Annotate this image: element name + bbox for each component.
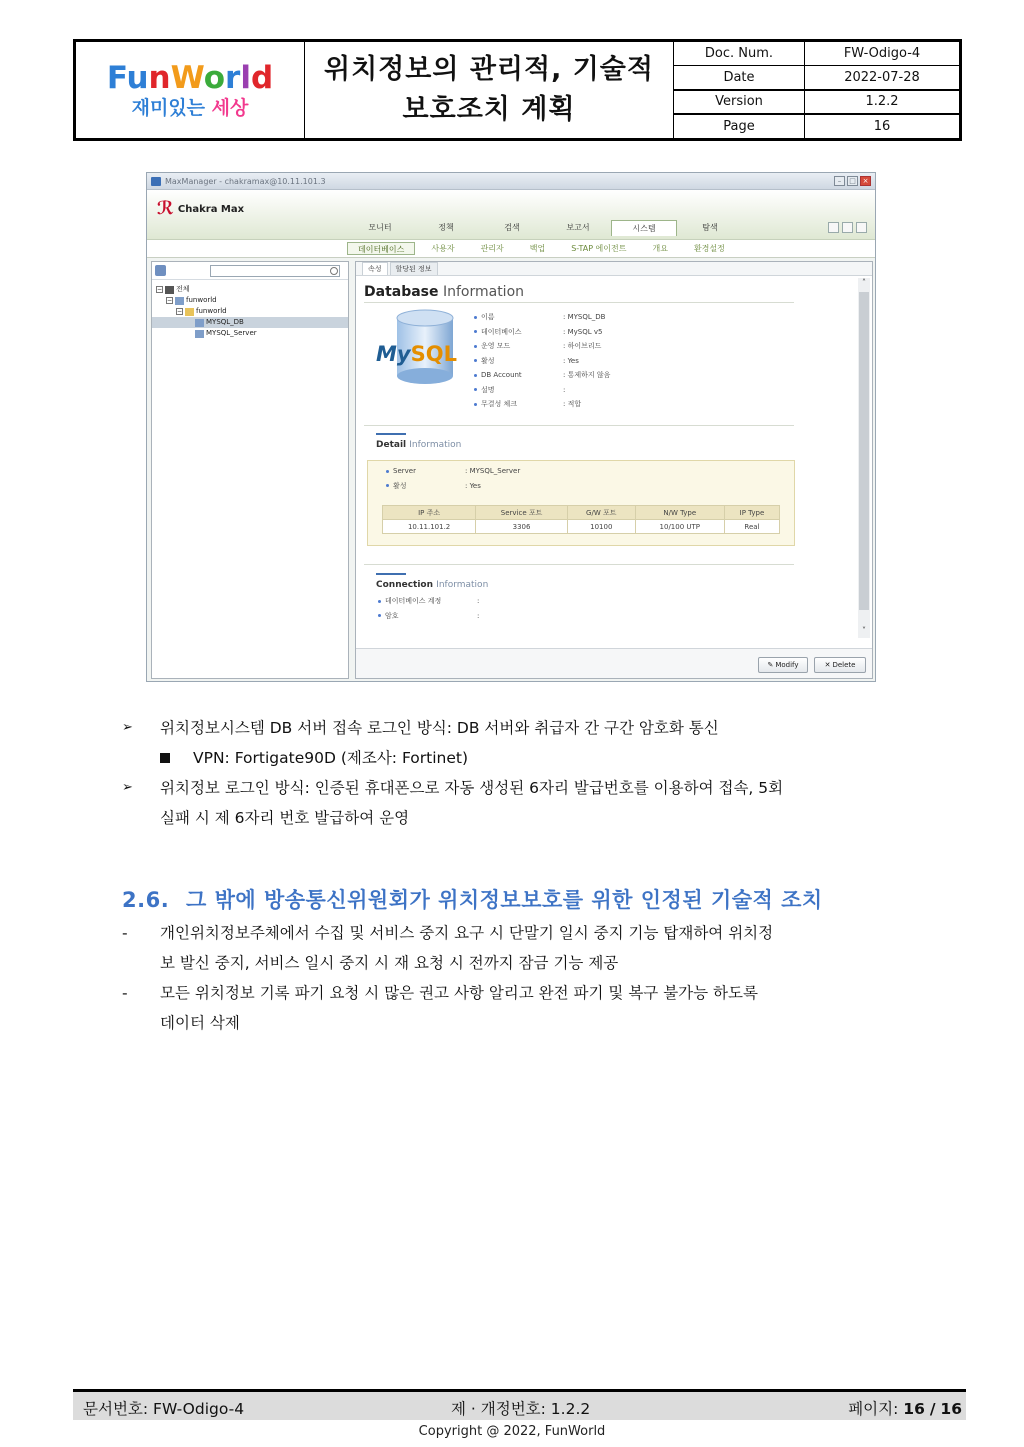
logo-letter: u [126,60,149,96]
brand [157,200,244,218]
meta-row-page [674,115,959,138]
nav-policy[interactable]: 정책 [438,223,454,232]
section-title: 그 밖에 방송통신위원회가 위치정보보호를 위한 인정된 기술적 조치 [186,888,823,912]
expand-toggle-icon [186,319,193,326]
subnav-overview[interactable]: 개요 [652,244,668,253]
bullet-dot-icon [474,316,477,319]
info-key: 활성 [481,356,495,365]
user-icon[interactable] [842,222,853,233]
meta-key: Doc. Num. [674,42,805,65]
db-tree [152,280,348,339]
info-row [474,368,610,383]
divider [364,564,794,565]
document-meta-table [674,42,959,138]
table-cell: 10.11.101.2 [383,520,476,534]
detail-title-bold: Detail [376,440,407,450]
db-info-title [364,284,524,300]
column-header: IP 주소 [383,506,476,520]
info-key: 암호 [385,611,399,620]
help-icon[interactable] [856,222,867,233]
expand-toggle-icon[interactable]: − [167,297,173,304]
expand-toggle-icon[interactable]: − [177,308,183,315]
detail-info-title [376,440,461,450]
scroll-up-icon[interactable]: ˄ [862,278,866,287]
group-icon [175,297,184,305]
logo-wordmark [107,61,273,95]
folder-icon [185,308,194,316]
database-icon [195,330,204,338]
subnav-user[interactable]: 사용자 [431,244,455,253]
refresh-icon[interactable] [155,265,166,276]
dash-bullet: - [122,984,128,1002]
company-logo [76,42,305,138]
detail-title-rest: Information [409,440,462,450]
info-row [474,325,610,340]
connection-info-list [378,594,479,623]
dash2-line1: 모든 위치정보 기록 파기 요청 시 많은 권고 사항 알리고 완전 파기 및 복구 불가능 하도록 [160,984,758,1002]
subnav-settings[interactable]: 환경설정 [693,244,725,253]
info-row [474,397,610,412]
info-key: Server [393,467,416,476]
section-number: 2.6. [122,888,170,912]
connection-info-title [376,580,488,590]
maximize-icon[interactable]: □ [847,176,858,186]
info-row [474,339,610,354]
bullet-dot-icon [474,374,477,377]
meta-value: 2022-07-28 [844,69,920,85]
info-key: 이름 [481,313,495,322]
document-title [305,42,674,138]
tree-node-label: funworld [196,307,227,315]
info-value: : [477,597,480,606]
tab-assigned-info[interactable]: 할당된 정보 [390,262,438,275]
sub-nav [147,240,875,258]
arrow-bullet-icon: ➢ [122,720,133,735]
page-prefix: 페이지: [848,1400,899,1418]
minimize-icon[interactable]: – [834,176,845,186]
info-value: : MYSQL_DB [563,313,606,322]
tab-properties[interactable]: 속성 [362,262,388,275]
vertical-scrollbar[interactable] [858,278,870,638]
tree-node[interactable] [152,295,348,306]
db-title-bold: Database [364,284,439,300]
column-header: Service 포트 [476,506,568,520]
modify-label: Modify [775,661,799,669]
logo-letter: F [106,60,127,96]
info-value: : Yes [563,356,579,365]
conn-title-rest: Information [436,580,489,590]
info-key: 활성 [393,481,407,490]
tree-node-label: MYSQL_Server [206,329,257,337]
meta-value: FW-Odigo-4 [843,45,921,61]
subnav-admin[interactable]: 관리자 [480,244,504,253]
detail-footer [356,648,872,678]
ip-table [382,505,780,534]
tree-node[interactable] [152,306,348,317]
chakra-logo-icon: ℛ [157,198,174,219]
info-key: 무결성 체크 [481,400,518,409]
bullet-dot-icon [386,484,389,487]
nav-system[interactable]: 시스템 [611,220,677,236]
footer-revision: 제 · 개정번호: 1.2.2 [451,1400,591,1418]
subnav-backup[interactable]: 백업 [529,244,546,253]
meta-key: Version [674,91,805,114]
nav-search[interactable]: 검색 [504,223,520,232]
info-value: : 하이브리드 [563,342,602,351]
x-icon: ✕ [824,661,831,669]
table-row [383,520,780,534]
tree-node[interactable] [152,284,348,295]
topbar-icons [828,222,867,233]
page-separator: / [929,1400,936,1418]
tree-node-label: MYSQL_DB [206,318,244,326]
table-cell: 10/100 UTP [635,520,724,534]
detail-info-list [386,464,520,493]
column-header: G/W 포트 [567,506,635,520]
scroll-down-icon[interactable]: ˅ [862,626,866,635]
nav-monitor[interactable]: 모니터 [368,223,392,232]
subnav-database[interactable]: 데이터베이스 [347,242,415,255]
close-icon[interactable]: × [860,176,871,186]
delete-button[interactable] [814,657,866,673]
dash1-line1: 개인위치정보주체에서 수집 및 서비스 중지 요구 시 단말기 일시 중지 기능 탑재하여 위치정 [160,924,774,942]
info-key: 데이터베이스 [481,327,522,336]
bullet-db-login: 위치정보시스템 DB 서버 접속 로그인 방식: DB 서버와 취급자 간 구간 암호화 통신 [160,719,719,737]
arrow-bullet-icon: ➢ [122,780,133,795]
app-icon [151,177,161,186]
info-row [386,464,520,479]
divider [364,302,794,303]
tree-search-input[interactable] [210,265,340,277]
info-key: 설명 [481,385,495,394]
db-title-rest: Information [442,284,525,300]
subnav-stap-agent[interactable]: S-TAP 에이전트 [571,244,627,253]
info-row [386,479,520,494]
detail-pane [355,261,873,679]
title-line-2: 보호조치 계획 [402,94,576,125]
page-total: 16 [940,1400,962,1418]
logo-letter: W [170,60,204,96]
detail-info-box [367,460,795,546]
search-icon[interactable] [330,267,338,275]
database-icon [195,319,204,327]
db-info-list [474,310,610,412]
meta-row-doc-num [674,42,959,66]
info-row [474,383,610,398]
tree-node[interactable] [152,317,348,328]
group-icon [165,286,174,294]
meta-value: 16 [873,119,891,135]
ip-table-header [383,506,780,520]
tree-pane [151,261,349,679]
bullet-dot-icon [474,330,477,333]
conn-title-bold: Connection [376,580,434,590]
window-controls [834,176,871,186]
info-value: : [563,385,566,394]
maxmanager-screenshot [146,172,876,682]
tree-node-label: funworld [186,296,217,304]
delete-label: Delete [832,661,856,669]
bullet-dot-icon [378,600,381,603]
dash-bullet: - [122,924,128,942]
column-header: N/W Type [635,506,724,520]
info-row [474,310,610,325]
brand-name: Chakra Max [177,203,245,215]
app-topbar [147,190,875,240]
main-nav [347,220,743,236]
expand-toggle-icon[interactable]: − [157,286,163,293]
tree-node-label: 전체 [176,285,190,293]
info-icon[interactable] [828,222,839,233]
footer-page [848,1397,962,1419]
pencil-icon: ✎ [767,661,774,669]
bullet-dot-icon [474,403,477,406]
modify-button[interactable] [758,657,808,673]
divider [364,425,794,426]
title-line-1: 위치정보의 관리적, 기술적 [324,54,654,85]
table-cell: 10100 [567,520,635,534]
logo-letter: o [203,60,226,96]
info-value: : [477,611,480,620]
mysql-logo [376,342,457,366]
info-row [378,609,479,624]
table-cell: Real [724,520,779,534]
sub-bullet-vpn: VPN: Fortigate90D (제조사: Fortinet) [193,749,469,767]
bullet-dot-icon [474,345,477,348]
window-title: MaxManager - chakramax@10.11.101.3 [165,176,326,186]
nav-explore[interactable]: 탐색 [702,223,718,232]
logo-tagline-word: 세상 [205,97,249,119]
bullet-dot-icon [378,614,381,617]
expand-toggle-icon [186,330,193,337]
info-key: 운영 모드 [481,342,511,351]
logo-letter: d [250,60,274,96]
footer-doc-number: 문서번호: FW-Odigo-4 [83,1400,245,1418]
copyright: Copyright @ 2022, FunWorld [418,1424,606,1439]
info-value: : 통제하지 않음 [563,371,611,380]
info-row [378,594,479,609]
mysql-logo-my: My [376,342,411,366]
document-header [73,39,962,141]
bullet-login-l2: 실패 시 제 6자리 번호 발급하여 운영 [160,809,410,827]
bullet-login-l1: 위치정보 로그인 방식: 인증된 휴대폰으로 자동 생성된 6자리 발급번호를 이용하여 접속, 5회 [160,779,784,797]
logo-tagline [132,97,249,119]
square-bullet-icon [160,753,170,763]
meta-key: Page [674,115,805,138]
table-cell: 3306 [476,520,568,534]
logo-letter: r [225,60,241,96]
page-current: 16 [903,1400,925,1418]
info-value: : MYSQL_Server [465,467,521,476]
info-value: : Yes [465,481,481,490]
info-value: : MySQL v5 [563,327,603,336]
logo-letter: n [148,60,171,96]
window-titlebar [147,173,875,190]
column-header: IP Type [724,506,779,520]
info-key: DB Account [481,371,522,380]
info-key: 데이터베이스 계정 [385,597,442,606]
info-value: : 적합 [563,400,582,409]
dash2-line2: 데이터 삭제 [160,1014,240,1032]
meta-row-version [674,91,959,116]
info-row [474,354,610,369]
page-footer [73,1389,966,1420]
meta-value: 1.2.2 [865,94,899,110]
tree-search-bar [152,262,348,280]
bullet-dot-icon [386,470,389,473]
logo-letter: l [240,60,251,96]
bullet-dot-icon [474,388,477,391]
meta-row-date [674,66,959,91]
mysql-logo-sql: SQL [410,342,457,366]
section-heading [122,884,823,914]
logo-tagline-word: 재미있는 [131,97,206,119]
nav-report[interactable]: 보고서 [566,223,590,232]
tree-node[interactable] [152,328,348,339]
detail-tabs [356,262,872,276]
meta-key: Date [674,66,805,89]
dash1-line2: 보 발신 중지, 서비스 일시 중지 시 재 요청 시 전까지 잠금 기능 제공 [160,954,619,972]
bullet-dot-icon [474,359,477,362]
scroll-thumb[interactable] [859,292,869,610]
